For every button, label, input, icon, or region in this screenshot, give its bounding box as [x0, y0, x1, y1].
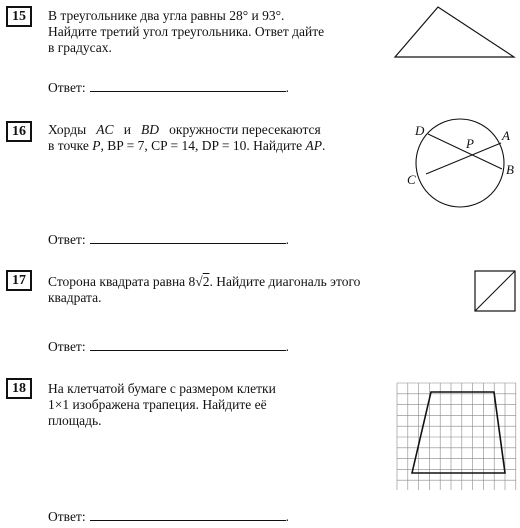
task-text-line: квадрата.: [48, 290, 102, 305]
trapezoid-shape: [412, 392, 505, 473]
task-number: 18: [6, 378, 32, 399]
answer-field[interactable]: [90, 508, 286, 521]
label-p: P: [466, 136, 474, 151]
task-text-line: в точке P, BP = 7, CP = 14, DP = 10. Найдите AP.: [48, 138, 326, 153]
answer-end: .: [285, 339, 289, 354]
task-text-line: Хорды AC и BD окружности пересекаются: [48, 122, 321, 137]
answer-field[interactable]: [90, 79, 286, 92]
answer-row: [48, 79, 289, 96]
task-text: [48, 381, 276, 429]
answer-label: Ответ:: [48, 80, 86, 95]
label-d: D: [415, 123, 425, 138]
answer-field[interactable]: [90, 231, 286, 244]
square-figure: [474, 270, 518, 314]
task-number: 16: [6, 121, 32, 142]
answer-label: Ответ:: [48, 232, 86, 247]
task-text: [48, 122, 325, 154]
task-text-line: Сторона квадрата равна 8√2. Найдите диагональ этого: [48, 274, 361, 289]
answer-field[interactable]: [90, 338, 286, 351]
answer-row: [48, 338, 289, 355]
task-text-line: Найдите третий угол треугольника. Ответ дайте: [48, 24, 325, 39]
task-text: [48, 8, 324, 56]
sqrt-symbol: √: [195, 274, 203, 289]
grid-lines: [397, 383, 516, 490]
answer-end: .: [285, 80, 289, 95]
square-diagonal: [475, 271, 515, 311]
task-text-line: На клетчатой бумаге с размером клетки: [48, 381, 276, 396]
task-text-line: 1×1 изображена трапеция. Найдите её: [48, 397, 267, 412]
triangle-shape: [395, 7, 514, 57]
circle-chords-figure: [398, 116, 520, 220]
answer-row: [48, 508, 289, 525]
label-b: B: [506, 162, 514, 177]
triangle-figure: [392, 4, 517, 60]
grid-trapezoid-figure: [396, 382, 518, 490]
task-number: 15: [6, 6, 32, 27]
chord-bd: [428, 134, 502, 169]
answer-end: .: [285, 232, 289, 247]
answer-row: [48, 231, 289, 248]
task-text-line: площадь.: [48, 413, 102, 428]
task-text-line: В треугольнике два угла равны 28° и 93°.: [48, 8, 285, 23]
task-text: [48, 274, 360, 306]
task-number: 17: [6, 270, 32, 291]
label-a: A: [502, 128, 510, 143]
chord-ac: [426, 143, 501, 174]
answer-end: .: [285, 509, 289, 524]
answer-label: Ответ:: [48, 339, 86, 354]
label-c: C: [407, 172, 416, 187]
task-text-line: в градусах.: [48, 40, 112, 55]
circle-shape: [416, 119, 504, 207]
answer-label: Ответ:: [48, 509, 86, 524]
